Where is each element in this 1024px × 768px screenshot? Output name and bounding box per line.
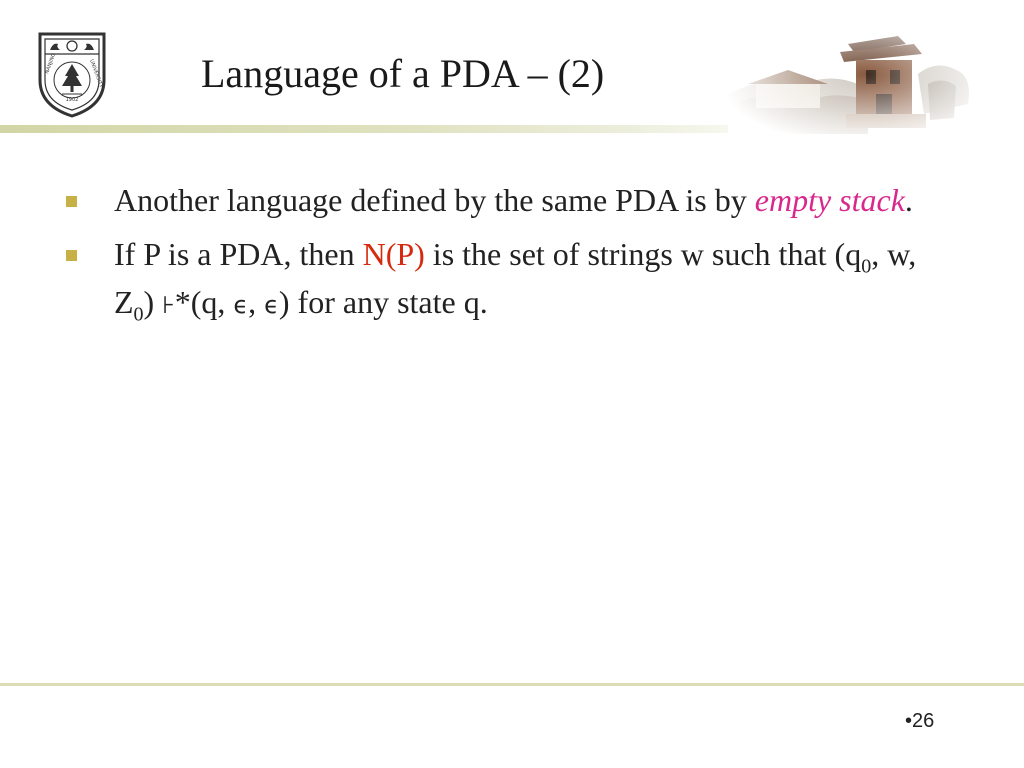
- bullet-item: [64, 176, 964, 224]
- epsilon-symbol: ϵ: [264, 291, 279, 319]
- svg-text:1902: 1902: [65, 97, 79, 103]
- bullet-text-end: .: [904, 182, 913, 218]
- header-divider: [0, 125, 735, 133]
- page-number-value: 26: [912, 710, 935, 732]
- bullet-text-middle: ): [143, 284, 163, 320]
- svg-text:UNIVERSITY: UNIVERSITY: [88, 58, 104, 89]
- emphasis-np: N(P): [362, 236, 425, 272]
- square-bullet-icon: [66, 196, 77, 207]
- subscript-zero: 0: [133, 303, 144, 326]
- nanjing-university-logo: [36, 30, 108, 118]
- nanjing-university-emblem-icon: [36, 30, 108, 118]
- footer-divider: [0, 683, 1024, 686]
- bullet-text-middle: , w, Z: [114, 236, 917, 320]
- bullet-text-middle: is the set of strings w such that (q: [424, 236, 862, 272]
- bullet-text-middle: ,: [248, 284, 265, 320]
- bullet-item: [64, 230, 964, 329]
- campus-tower-photo: [728, 14, 976, 134]
- page-number: [905, 710, 934, 733]
- square-bullet-icon: [66, 250, 77, 261]
- slide-title: Language of a PDA – (2): [201, 51, 605, 96]
- emphasis-empty-stack: empty stack: [754, 182, 905, 218]
- bullet-text: If P is a PDA, then: [114, 236, 363, 272]
- svg-text:NANJING: NANJING: [44, 52, 58, 75]
- epsilon-symbol: ϵ: [233, 291, 249, 319]
- turnstile-symbol: ⊦: [162, 291, 175, 319]
- bullet-text-end: ) for any state q.: [278, 284, 488, 320]
- bullet-text-middle: *(q,: [174, 284, 234, 320]
- tower-illustration: [728, 14, 976, 134]
- subscript-zero: 0: [861, 255, 872, 278]
- page-marker: •: [905, 710, 913, 732]
- bullet-list: [64, 176, 964, 335]
- bullet-text: Another language defined by the same PDA is by: [114, 182, 755, 218]
